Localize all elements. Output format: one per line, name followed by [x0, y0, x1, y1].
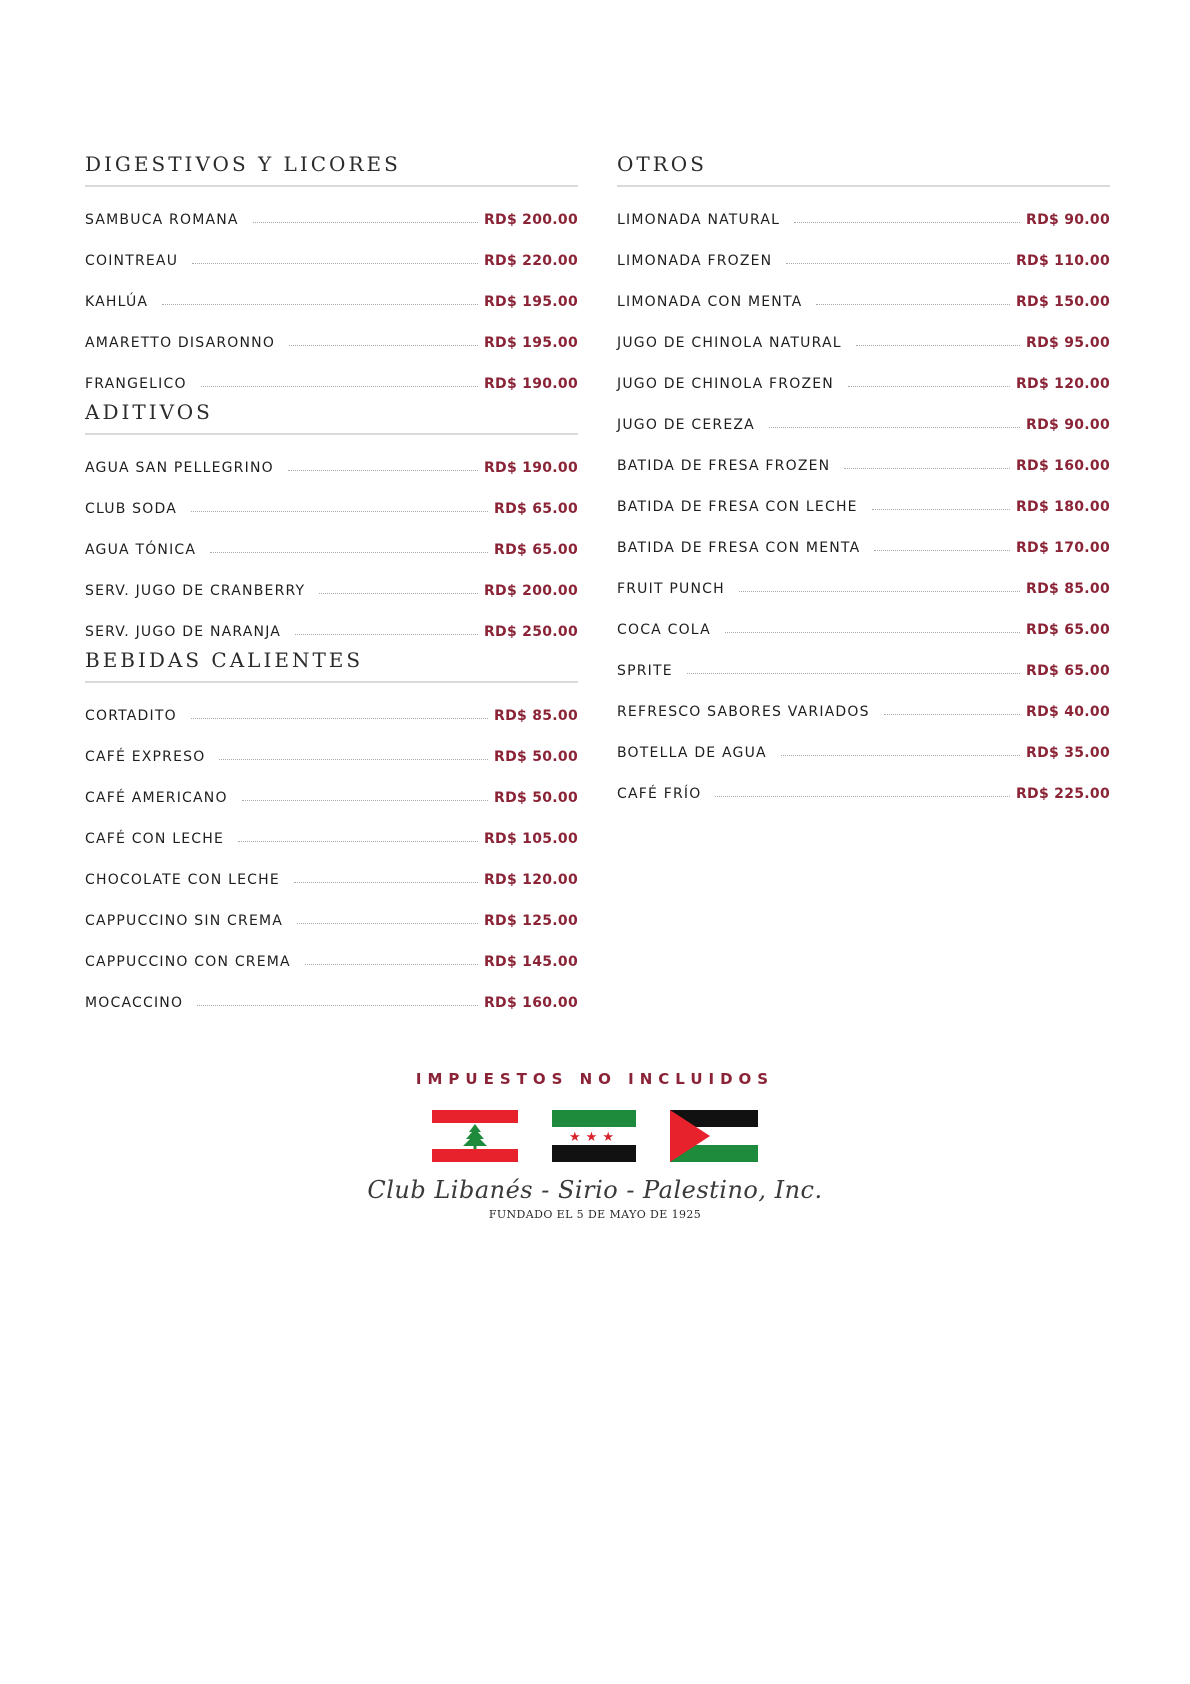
item-price: RD$ 35.00: [1026, 744, 1110, 761]
dot-leader: [725, 632, 1020, 633]
item-price: RD$ 120.00: [1015, 375, 1110, 392]
item-name: CAFÉ AMERICANO: [85, 789, 228, 806]
dot-leader: [294, 882, 478, 883]
item-price: RD$ 170.00: [1015, 539, 1110, 556]
dot-leader: [288, 470, 478, 471]
item-price: RD$ 90.00: [1026, 211, 1110, 228]
item-price: RD$ 190.00: [483, 459, 578, 476]
dot-leader: [848, 386, 1010, 387]
item-name: REFRESCO SABORES VARIADOS: [617, 703, 870, 720]
item-name: AMARETTO DISARONNO: [85, 334, 276, 351]
item-name: LIMONADA FROZEN: [617, 252, 773, 269]
item-price: RD$ 220.00: [483, 252, 578, 269]
dot-leader: [305, 964, 478, 965]
item-price: RD$ 225.00: [1015, 785, 1110, 802]
item-price: RD$ 85.00: [494, 707, 578, 724]
item-price: RD$ 120.00: [483, 871, 578, 888]
menu-item: [85, 982, 578, 1023]
item-name: FRUIT PUNCH: [617, 580, 725, 597]
menu-item: [85, 281, 578, 322]
item-price: RD$ 200.00: [483, 211, 578, 228]
section-divider: [85, 433, 578, 435]
menu-item: [85, 859, 578, 900]
item-name: BATIDA DE FRESA FROZEN: [617, 457, 831, 474]
menu-item: [85, 447, 578, 488]
dot-leader: [844, 468, 1010, 469]
founded-date: FUNDADO EL 5 DE MAYO DE 1925: [488, 1208, 702, 1221]
item-name: JUGO DE CEREZA: [617, 416, 755, 433]
svg-text:★★★: ★★★: [569, 1130, 619, 1145]
item-name: SERV. JUGO DE CRANBERRY: [85, 582, 306, 599]
item-price: RD$ 145.00: [483, 953, 578, 970]
menu-item: [85, 611, 578, 652]
item-price: RD$ 90.00: [1026, 416, 1110, 433]
flags-row: [0, 1110, 1190, 1162]
dot-leader: [884, 714, 1020, 715]
dot-leader: [253, 222, 478, 223]
dot-leader: [874, 550, 1010, 551]
dot-leader: [786, 263, 1010, 264]
item-name: BOTELLA DE AGUA: [617, 744, 767, 761]
section-title: OTROS: [617, 152, 707, 176]
footer: [0, 1070, 1190, 1221]
menu-item: [85, 695, 578, 736]
section-bebidas-calientes: [85, 648, 578, 1023]
menu-item: [617, 281, 1110, 322]
item-price: RD$ 105.00: [483, 830, 578, 847]
section-title: ADITIVOS: [85, 400, 213, 424]
dot-leader: [219, 759, 488, 760]
menu-item: [85, 322, 578, 363]
item-price: RD$ 85.00: [1026, 580, 1110, 597]
section-title: BEBIDAS CALIENTES: [85, 648, 364, 672]
menu-item: [617, 609, 1110, 650]
dot-leader: [197, 1005, 478, 1006]
item-name: CAPPUCCINO SIN CREMA: [85, 912, 284, 929]
dot-leader: [872, 509, 1010, 510]
item-price: RD$ 40.00: [1026, 703, 1110, 720]
menu-item: [85, 529, 578, 570]
item-name: CAFÉ EXPRESO: [85, 748, 206, 765]
item-name: SAMBUCA ROMANA: [85, 211, 239, 228]
menu-item: [85, 736, 578, 777]
dot-leader: [687, 673, 1020, 674]
item-price: RD$ 150.00: [1015, 293, 1110, 310]
dot-leader: [856, 345, 1020, 346]
item-name: AGUA SAN PELLEGRINO: [85, 459, 274, 476]
menu-list: [85, 695, 578, 1023]
item-price: RD$ 65.00: [494, 541, 578, 558]
dot-leader: [739, 591, 1020, 592]
dot-leader: [816, 304, 1010, 305]
taxes-note: IMPUESTOS NO INCLUIDOS: [415, 1070, 775, 1088]
item-price: RD$ 65.00: [1026, 662, 1110, 679]
item-name: JUGO DE CHINOLA NATURAL: [617, 334, 842, 351]
menu-item: [85, 941, 578, 982]
menu-item: [617, 445, 1110, 486]
dot-leader: [162, 304, 478, 305]
item-name: AGUA TÓNICA: [85, 541, 197, 558]
item-name: CAFÉ FRÍO: [617, 785, 702, 802]
dot-leader: [319, 593, 478, 594]
item-price: RD$ 160.00: [1015, 457, 1110, 474]
item-name: COINTREAU: [85, 252, 179, 269]
menu-item: [85, 240, 578, 281]
dot-leader: [201, 386, 478, 387]
menu-item: [617, 732, 1110, 773]
item-name: CAPPUCCINO CON CREMA: [85, 953, 291, 970]
item-name: BATIDA DE FRESA CON LECHE: [617, 498, 858, 515]
menu-column-left: [85, 152, 578, 1023]
item-price: RD$ 160.00: [483, 994, 578, 1011]
menu-item: [85, 900, 578, 941]
menu-item: [85, 488, 578, 529]
menu-item: [85, 818, 578, 859]
item-price: RD$ 50.00: [494, 748, 578, 765]
item-name: LIMONADA CON MENTA: [617, 293, 803, 310]
dot-leader: [289, 345, 478, 346]
item-price: RD$ 190.00: [483, 375, 578, 392]
dot-leader: [191, 511, 488, 512]
palestine-flag-icon: [670, 1110, 758, 1162]
item-price: RD$ 195.00: [483, 293, 578, 310]
menu-list: [85, 199, 578, 404]
lebanon-flag-icon: [432, 1110, 518, 1162]
menu-item: [617, 240, 1110, 281]
item-price: RD$ 180.00: [1015, 498, 1110, 515]
dot-leader: [192, 263, 478, 264]
menu-item: [617, 404, 1110, 445]
section-digestivos: [85, 152, 578, 404]
item-name: CHOCOLATE CON LECHE: [85, 871, 280, 888]
item-name: COCA COLA: [617, 621, 711, 638]
item-price: RD$ 65.00: [494, 500, 578, 517]
item-price: RD$ 95.00: [1026, 334, 1110, 351]
menu-item: [617, 363, 1110, 404]
club-name: Club Libanés - Sirio - Palestino, Inc.: [367, 1176, 823, 1204]
item-name: CORTADITO: [85, 707, 177, 724]
menu-item: [617, 199, 1110, 240]
item-price: RD$ 250.00: [483, 623, 578, 640]
dot-leader: [769, 427, 1020, 428]
item-name: CAFÉ CON LECHE: [85, 830, 225, 847]
dot-leader: [191, 718, 488, 719]
menu-list: [617, 199, 1110, 814]
item-name: SERV. JUGO DE NARANJA: [85, 623, 282, 640]
item-name: SPRITE: [617, 662, 673, 679]
menu-item: [85, 199, 578, 240]
dot-leader: [242, 800, 488, 801]
menu-item: [617, 691, 1110, 732]
dot-leader: [781, 755, 1020, 756]
item-name: MOCACCINO: [85, 994, 184, 1011]
section-title: DIGESTIVOS Y LICORES: [85, 152, 401, 176]
item-name: BATIDA DE FRESA CON MENTA: [617, 539, 861, 556]
item-name: CLUB SODA: [85, 500, 177, 517]
item-price: RD$ 125.00: [483, 912, 578, 929]
item-price: RD$ 110.00: [1015, 252, 1110, 269]
menu-item: [85, 570, 578, 611]
section-aditivos: [85, 400, 578, 652]
menu-item: [617, 568, 1110, 609]
item-price: RD$ 200.00: [483, 582, 578, 599]
item-name: FRANGELICO: [85, 375, 187, 392]
menu-list: [85, 447, 578, 652]
dot-leader: [238, 841, 478, 842]
dot-leader: [210, 552, 488, 553]
dot-leader: [794, 222, 1020, 223]
dot-leader: [297, 923, 478, 924]
menu-item: [617, 773, 1110, 814]
menu-item: [617, 527, 1110, 568]
menu-item: [85, 777, 578, 818]
item-price: RD$ 195.00: [483, 334, 578, 351]
menu-item: [617, 486, 1110, 527]
section-divider: [85, 681, 578, 683]
item-price: RD$ 50.00: [494, 789, 578, 806]
syria-flag-icon: [552, 1110, 636, 1162]
menu-item: [617, 322, 1110, 363]
dot-leader: [295, 634, 478, 635]
item-name: JUGO DE CHINOLA FROZEN: [617, 375, 834, 392]
section-otros: [617, 152, 1110, 814]
dot-leader: [715, 796, 1010, 797]
section-divider: [617, 185, 1110, 187]
menu-item: [617, 650, 1110, 691]
item-price: RD$ 65.00: [1026, 621, 1110, 638]
item-name: KAHLÚA: [85, 293, 149, 310]
section-divider: [85, 185, 578, 187]
menu-item: [85, 363, 578, 404]
item-name: LIMONADA NATURAL: [617, 211, 781, 228]
menu-column-right: [617, 152, 1110, 814]
